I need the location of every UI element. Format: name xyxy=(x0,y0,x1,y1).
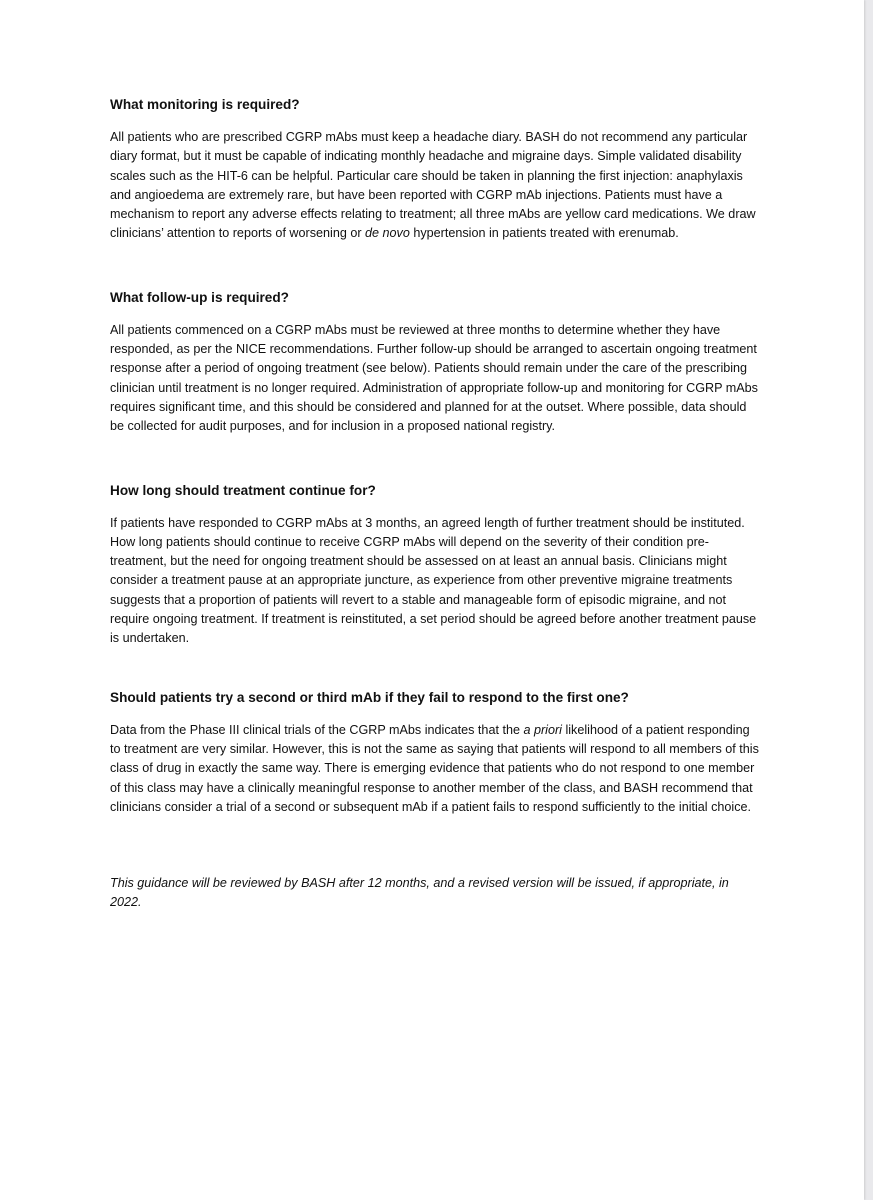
paragraph-text: likelihood of a patient responding to treatment are very similar. However, this is not the same as saying that patients will respond to all members of this class of drug in exactly the same way. There is emerging evidence that patients who do not respond to one member of this class may have a clinically meaningful response to another member of the class, and BASH recommend that clinicians consider a trial of a second or subsequent mAb if a patient fails to respond sufficiently to the initial choice. xyxy=(110,722,759,814)
paragraph-text: hypertension in patients treated with erenumab. xyxy=(409,226,679,241)
section-paragraph: If patients have responded to CGRP mAbs at 3 months, an agreed length of further treatment should be instituted. How long patients should continue to receive CGRP mAbs will depend on the severity of their condition pre-treatment, but the need for ongoing treatment should be assessed on at least an annual basis. Clinicians might consider a treatment pause at an appropriate juncture, as experience from other preventive migraine treatments suggests that a proportion of patients will revert to a stable and manageable form of episodic migraine, and not require ongoing treatment. If treatment is reinstituted, a set period should be agreed before another treatment pause is undertaken. xyxy=(110,515,757,646)
section-heading: Should patients try a second or third mAb if they fail to respond to the first one? xyxy=(110,689,629,705)
italic-term: a priori xyxy=(523,722,562,737)
paragraph-text: Data from the Phase III clinical trials of the CGRP mAbs indicates that the xyxy=(110,722,524,737)
section-heading: How long should treatment continue for? xyxy=(110,482,376,498)
section-second-mab xyxy=(110,688,760,817)
paragraph-text: All patients who are prescribed CGRP mAbs must keep a headache diary. BASH do not recommend any particular diary format, but it must be capable of indicating monthly headache and migraine days. Simple validated disability scales such as the HIT-6 can be helpful. Particular care should be taken in planning the first injection: anaphylaxis and angioedema are extremely rare, but have been reported with CGRP mAb injections. Patients must have a mechanism to report any adverse effects relating to treatment; all three mAbs are yellow card medications. We draw clinicians’ attention to reports of worsening or xyxy=(110,130,756,241)
section-treatment-duration xyxy=(110,481,760,649)
section-paragraph xyxy=(110,721,760,817)
section-follow-up xyxy=(110,288,760,437)
section-heading: What follow-up is required? xyxy=(110,289,289,305)
section-heading: What monitoring is required? xyxy=(110,97,300,112)
italic-term: de novo xyxy=(365,226,410,241)
section-paragraph: All patients commenced on a CGRP mAbs must be reviewed at three months to determine whether they have responded, as per the NICE recommendations. Further follow-up should be arranged to ascertain ongoing treatment response after a period of ongoing treatment (see below). Patients should remain under the care of the prescribing clinician until treatment is no longer required. Administration of appropriate follow-up and monitoring for CGRP mAbs requires significant time, and this should be considered and planned for at the outset. Where possible, data should be collected for audit purposes, and for inclusion in a proposed national registry. xyxy=(110,322,758,434)
review-note: This guidance will be reviewed by BASH after 12 months, and a revised version will be issued, if appropriate, in 2022. xyxy=(110,876,729,910)
document-content xyxy=(110,95,760,913)
section-paragraph xyxy=(110,128,760,244)
section-monitoring xyxy=(110,95,760,244)
